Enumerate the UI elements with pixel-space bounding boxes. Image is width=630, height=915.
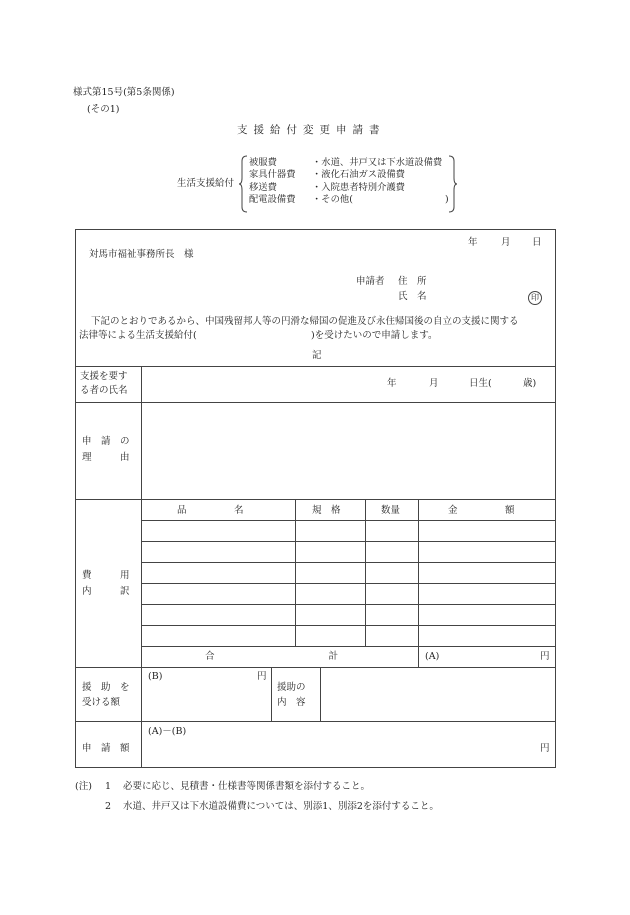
aid-content-1: 援助の	[277, 682, 306, 693]
birth-month: 月	[429, 378, 439, 389]
item-water: ・水道、井戸又は下水道設備費	[312, 157, 443, 168]
note2-number: 2	[105, 801, 112, 812]
cost-row-line	[141, 520, 556, 521]
body-line1: 下記のとおりであるから、中国残留邦人等の円滑な帰国の促進及び永住帰国後の自立の支援に関する	[91, 316, 519, 327]
total-yen: 円	[540, 651, 550, 662]
living-support-label: 生活支援給付	[177, 178, 235, 189]
cost-row-line	[141, 541, 556, 542]
apply-label: 申 請 額	[82, 743, 130, 754]
aid-yen: 円	[257, 671, 267, 682]
person-label-1: 支援を要す	[80, 371, 128, 382]
item-electric: 配電設備費	[249, 193, 296, 205]
aid-b: (B)	[148, 671, 163, 682]
col-amount-header: 金 額	[448, 505, 515, 516]
form-sub: (その1)	[87, 104, 120, 115]
note2-text: 水道、井戸又は下水道設備費については、別添1、別添2を添付すること。	[123, 801, 439, 812]
right-brace	[448, 155, 458, 213]
item-transport: 移送費	[249, 181, 277, 193]
name-label: 氏 名	[398, 291, 427, 302]
box-top	[75, 229, 556, 230]
cost-col-line	[418, 499, 419, 667]
item-furniture: 家具什器費	[249, 169, 296, 181]
note-label: (注)	[75, 781, 92, 792]
note1-text: 必要に応じ、見積書・仕様書等関係書類を添付すること。	[123, 781, 371, 792]
cost-col-line	[365, 499, 366, 646]
apply-formula: (A)－(B)	[148, 726, 187, 737]
items-left	[249, 157, 296, 206]
reason-label-2: 理 由	[82, 452, 130, 463]
date-year: 年	[468, 237, 478, 248]
item-other-close: )	[445, 194, 449, 205]
applicant-label: 申請者	[356, 276, 385, 287]
date-month: 月	[501, 237, 511, 248]
aid-content-2: 内 容	[277, 697, 306, 708]
row-reason-top	[75, 402, 556, 403]
total-a: (A)	[425, 651, 440, 662]
address-label: 住 所	[398, 276, 427, 287]
birth-year: 年	[387, 378, 397, 389]
cost-row-line	[141, 625, 556, 626]
aid-divider-2	[320, 667, 321, 721]
aid-label-1: 援 助 を	[82, 682, 130, 693]
items-right	[312, 157, 442, 206]
addressee: 対馬市福祉事務所長 様	[89, 249, 194, 260]
row-aid-top	[75, 667, 556, 668]
form-title: 支援給付変更申請書	[237, 124, 386, 136]
note1-number: 1	[105, 781, 112, 792]
row-apply-top	[75, 721, 556, 722]
body-line2b: )を受けたいので申請します。	[311, 330, 438, 341]
aid-divider-1	[271, 667, 272, 721]
total-label: 合 計	[205, 651, 339, 662]
ki-label: 記	[312, 350, 322, 361]
person-label-2: る者の氏名	[80, 385, 128, 396]
box-right	[555, 229, 556, 767]
seal-mark: 印	[528, 291, 542, 305]
row-cost-top	[75, 499, 556, 500]
cost-col-line	[295, 499, 296, 646]
birth-age: 歳)	[523, 378, 537, 389]
cost-total-top	[141, 646, 556, 647]
cost-row-line	[141, 604, 556, 605]
reason-label-1: 申 請 の	[82, 436, 130, 447]
cost-row-line	[141, 562, 556, 563]
left-brace	[239, 155, 249, 213]
label-column-divider	[141, 366, 142, 767]
apply-yen: 円	[540, 743, 550, 754]
col-item-header: 品 名	[177, 505, 244, 516]
form-number: 様式第15号(第5条関係)	[73, 87, 175, 98]
item-gas: ・液化石油ガス設備費	[312, 169, 405, 181]
box-left	[75, 229, 76, 767]
box-bottom	[75, 767, 556, 768]
cost-label-2: 内 訳	[82, 586, 130, 597]
row-person-top	[75, 366, 556, 367]
col-qty-header: 数量	[381, 505, 401, 516]
item-clothing: 被服費	[249, 157, 277, 168]
item-other: ・その他(	[312, 193, 353, 205]
aid-label-2: 受ける額	[82, 697, 121, 708]
body-line2: 法律等による生活支援給付(	[79, 330, 197, 341]
col-spec-header: 規 格	[312, 505, 341, 516]
cost-row-line	[141, 583, 556, 584]
date-day: 日	[532, 237, 542, 248]
birth-day: 日生(	[469, 378, 492, 389]
cost-label-1: 費 用	[82, 570, 130, 581]
item-nursing: ・入院患者特別介護費	[312, 181, 405, 193]
